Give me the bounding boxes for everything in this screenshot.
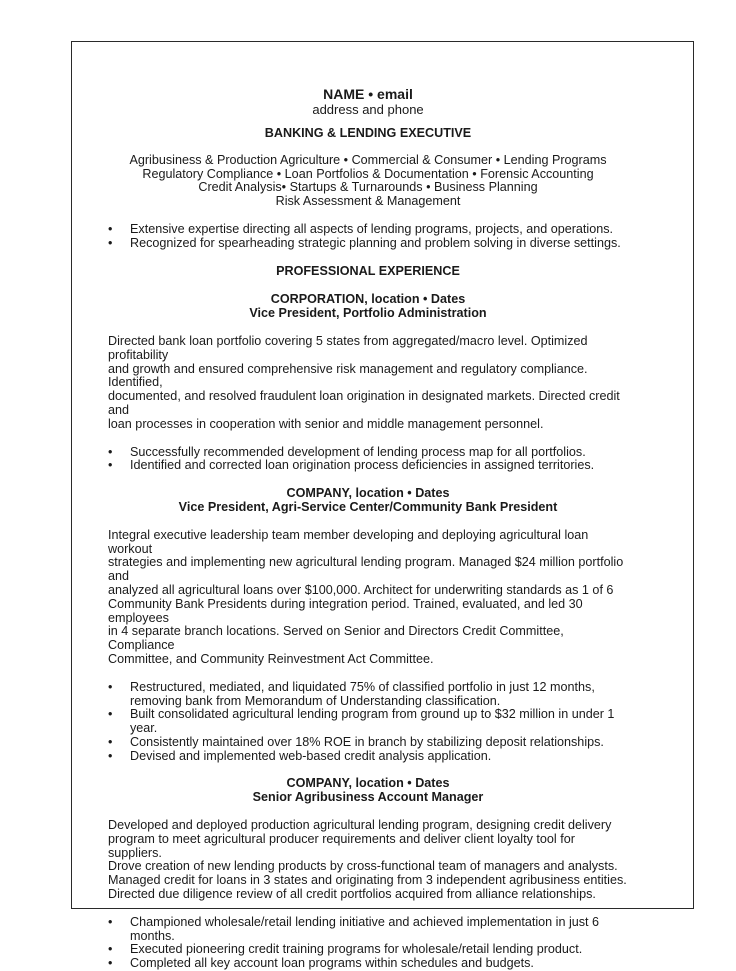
job-role: Vice President, Agri-Service Center/Community Bank President	[178, 499, 558, 514]
bullet-item: • Successfully recommended development of lending process map for all portfolios.	[108, 446, 628, 460]
bullet-item: • Extensive expertise directing all aspects of lending programs, projects, and operations.	[108, 223, 628, 237]
job-entry	[108, 487, 628, 763]
resume-page	[108, 87, 628, 971]
description-line: Directed bank loan portfolio covering 5 states from aggregated/macro level. Optimized profitability	[108, 333, 588, 362]
description-line: analyzed all agricultural loans over $100,000. Architect for underwriting standards as 1 of 6	[108, 582, 614, 597]
headline-title: BANKING & LENDING EXECUTIVE	[264, 126, 472, 140]
keyword-line: Regulatory Compliance • Loan Portfolios & Documentation • Forensic Accounting	[142, 166, 594, 181]
description-line: Community Bank Presidents during integration period. Trained, evaluated, and led 30 employees	[108, 596, 583, 625]
name-email-line	[108, 87, 628, 102]
bullet-item: • Devised and implemented web-based credit analysis application.	[108, 750, 628, 764]
bullet-item: • Completed all key account loan programs within schedules and budgets.	[108, 957, 628, 971]
job-description	[108, 529, 628, 667]
job-entry	[108, 293, 628, 473]
description-line: Drove creation of new lending products by cross-functional team of managers and analysts.	[108, 859, 618, 874]
job-description	[108, 819, 628, 902]
bullet-item: • Championed wholesale/retail lending initiative and achieved implementation in just 6 months.	[108, 916, 628, 944]
name-separator: •	[368, 86, 374, 102]
bullet-item: • Executed pioneering credit training programs for wholesale/retail lending product.	[108, 943, 628, 957]
summary-bullets	[108, 223, 628, 251]
keyword-line: Agribusiness & Production Agriculture • Commercial & Consumer • Lending Programs	[129, 152, 607, 167]
bullet-item: • Consistently maintained over 18% ROE in branch by stabilizing deposit relationships.	[108, 736, 628, 750]
job-role: Vice President, Portfolio Administration	[249, 306, 487, 321]
description-line: program to meet agricultural producer requirements and deliver client loyalty tool for suppliers.	[108, 831, 575, 860]
description-line: Directed due diligence review of all credit portfolios acquired from alliance relationships.	[108, 887, 596, 902]
description-line: in 4 separate branch locations. Served on Senior and Directors Credit Committee, Compliance	[108, 624, 564, 653]
job-entry	[108, 777, 628, 971]
description-line: and growth and ensured comprehensive risk management and regulatory compliance. Identified,	[108, 361, 588, 390]
job-bullets	[108, 446, 628, 474]
job-description	[108, 335, 628, 432]
address-phone: address and phone	[312, 102, 424, 117]
section-heading-experience: PROFESSIONAL EXPERIENCE	[276, 263, 460, 278]
job-company-line: COMPANY, location • Dates	[286, 486, 450, 501]
bullet-item: • Recognized for spearheading strategic planning and problem solving in diverse settings.	[108, 237, 628, 251]
job-bullets	[108, 916, 628, 971]
candidate-email: email	[377, 86, 413, 102]
bullet-item: • Built consolidated agricultural lending program from ground up to $32 million in under 1 year.	[108, 708, 628, 736]
job-role: Senior Agribusiness Account Manager	[252, 790, 484, 805]
description-line: documented, and resolved fraudulent loan origination in designated markets. Directed credit and	[108, 389, 620, 417]
candidate-name: NAME	[323, 86, 365, 102]
job-bullets	[108, 681, 628, 764]
description-line: strategies and implementing new agricultural lending program. Managed $24 million portfolio and	[108, 555, 624, 584]
job-company-line: COMPANY, location • Dates	[286, 776, 450, 791]
job-company-line: CORPORATION, location • Dates	[270, 292, 466, 307]
keyword-block	[108, 154, 628, 209]
bullet-item: • Identified and corrected loan origination process deficiencies in assigned territories.	[108, 459, 628, 473]
description-line: loan processes in cooperation with senior and middle management personnel.	[108, 416, 544, 431]
description-line: Integral executive leadership team member developing and deploying agricultural loan workout	[108, 527, 589, 556]
keyword-line: Risk Assessment & Management	[275, 194, 461, 209]
description-line: Developed and deployed production agricultural lending program, designing credit delivery	[108, 818, 612, 833]
keyword-line: Credit Analysis• Startups & Turnarounds • Business Planning	[198, 180, 538, 195]
description-line: Managed credit for loans in 3 states and originating from 3 independent agribusiness entities.	[108, 873, 627, 888]
description-line: Committee, and Community Reinvestment Act Committee.	[108, 651, 434, 666]
bullet-item: • Restructured, mediated, and liquidated 75% of classified portfolio in just 12 months, removing bank from Memorandum of Understanding classification.	[108, 681, 628, 709]
